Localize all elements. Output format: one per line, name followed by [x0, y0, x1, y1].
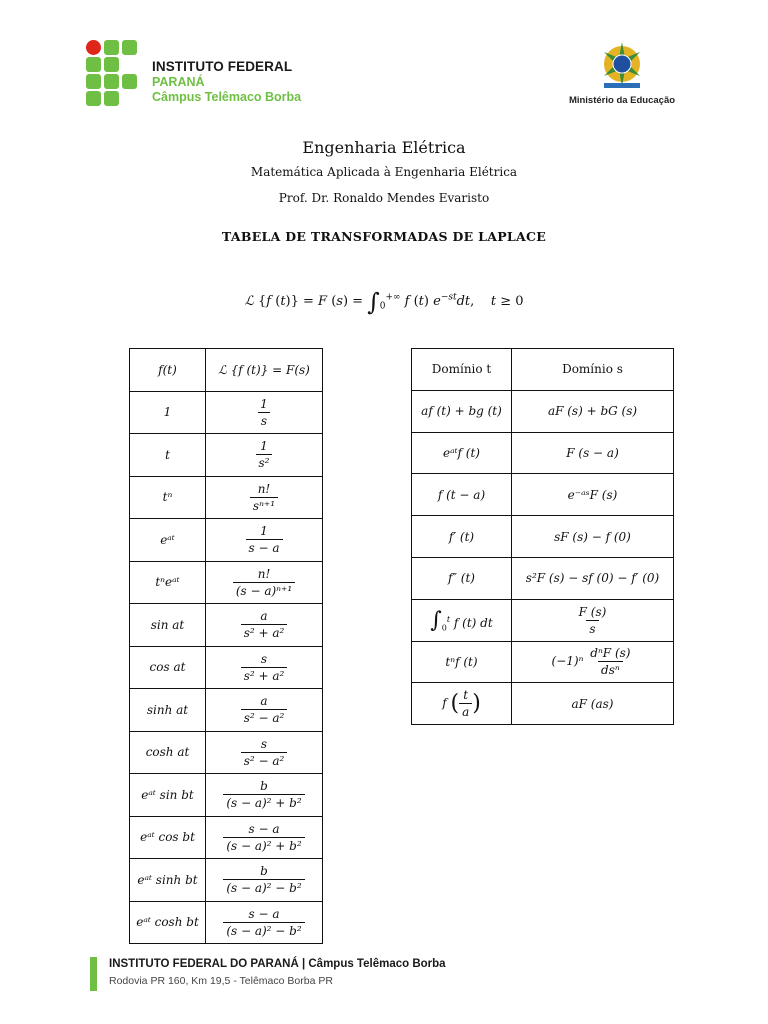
- laplace-transform: [206, 604, 323, 647]
- time-domain-expr: eᵃᵗf (t): [412, 432, 512, 474]
- table-row: [130, 731, 323, 774]
- time-function: tⁿeᵃᵗ: [130, 561, 206, 604]
- footer-accent-bar: [90, 957, 97, 991]
- institute-logo: [86, 40, 138, 104]
- table-row: [130, 901, 323, 944]
- table-row: [412, 474, 674, 516]
- fraction-numerator: 1: [260, 439, 268, 454]
- ministry-label: Ministério da Educação: [568, 95, 676, 106]
- fraction-numerator: dⁿF (s): [590, 646, 631, 661]
- table-row: [412, 641, 674, 683]
- fraction-numerator: s: [260, 736, 268, 751]
- course-title: Engenharia Elétrica: [302, 138, 466, 157]
- fraction-denominator: s − a: [246, 539, 283, 555]
- time-domain-expr: f′ (t): [412, 516, 512, 558]
- fraction-numerator: s − a: [248, 821, 280, 836]
- time-domain-expr: f″ (t): [412, 557, 512, 599]
- scale-f: f: [442, 696, 447, 711]
- laplace-transform: [206, 859, 323, 902]
- fraction-numerator: a: [260, 694, 268, 709]
- laplace-transform: [206, 476, 323, 519]
- time-function: tⁿ: [130, 476, 206, 519]
- logo-square: [122, 74, 137, 89]
- power-sign: (−1)ⁿ: [551, 654, 584, 669]
- scale-cell: f ( $\frac{t}{a}$ ): [412, 683, 512, 725]
- time-domain-expr: af (t) + bg (t): [412, 390, 512, 432]
- fraction-numerator: s: [260, 651, 268, 666]
- laplace-transform: [206, 731, 323, 774]
- fraction-denominator: s²: [256, 454, 273, 470]
- institute-line1: INSTITUTO FEDERAL: [152, 59, 293, 74]
- logo-square: [104, 91, 119, 106]
- logo-square: [104, 40, 119, 55]
- table-row: [130, 689, 323, 732]
- fraction-numerator: a: [260, 609, 268, 624]
- time-function: cosh at: [130, 731, 206, 774]
- laplace-properties-table: [411, 348, 674, 725]
- fraction-denominator: s² − a²: [241, 709, 288, 725]
- table-header-row: [130, 349, 323, 392]
- table-row: [130, 604, 323, 647]
- subject-title: Matemática Aplicada à Engenharia Elétrica: [250, 165, 518, 179]
- table-row: [130, 519, 323, 562]
- logo-red-dot: [86, 40, 101, 55]
- table-row: [412, 599, 674, 641]
- laplace-transform: [206, 391, 323, 434]
- s-domain-expr: sF (s) − f (0): [512, 516, 674, 558]
- fraction-numerator: t: [463, 688, 469, 703]
- time-function: eᵃᵗ: [130, 519, 206, 562]
- s-domain-expr: F (s − a): [512, 432, 674, 474]
- time-function: sinh at: [130, 689, 206, 732]
- header-domain-s: Domínio s: [512, 349, 674, 391]
- laplace-transform: [206, 561, 323, 604]
- time-function: eᵃᵗ sin bt: [130, 774, 206, 817]
- logo-square: [104, 74, 119, 89]
- s-domain-expr: s²F (s) − sf (0) − f′ (0): [512, 557, 674, 599]
- laplace-definition-formula: ℒ {f (t)} = F $(s) = \int_0^{+\infty}$ f (t) $e^{-st}dt$, t ≥ 0: [244, 288, 524, 316]
- table-header-row: [412, 349, 674, 391]
- fraction-denominator: s² − a²: [241, 752, 288, 768]
- laplace-pairs-table: [129, 348, 323, 944]
- fraction-denominator: s: [586, 620, 598, 636]
- power-cell: tⁿf (t): [412, 641, 512, 683]
- logo-square: [86, 57, 101, 72]
- s-domain-expr: aF (s) + bG (s): [512, 390, 674, 432]
- footer-institute: INSTITUTO FEDERAL DO PARANÁ | Câmpus Telêmaco Borba: [109, 958, 446, 970]
- time-function: cos at: [130, 646, 206, 689]
- time-function: t: [130, 434, 206, 477]
- table-title: TABELA DE TRANSFORMADAS DE LAPLACE: [221, 229, 547, 244]
- table-row: [130, 816, 323, 859]
- institute-line2: PARANÁ: [152, 75, 205, 89]
- time-function: 1: [130, 391, 206, 434]
- fraction-numerator: b: [260, 779, 268, 794]
- fraction-denominator: (s − a)ⁿ⁺¹: [233, 582, 295, 598]
- fraction-numerator: n!: [257, 566, 271, 581]
- logo-square: [122, 40, 137, 55]
- table-row: [412, 390, 674, 432]
- coat-of-arms-icon: [594, 40, 650, 92]
- laplace-transform: [206, 434, 323, 477]
- integral-cell: $\int_0^t$ f (t) dt: [412, 599, 512, 641]
- fraction-denominator: s² + a²: [241, 624, 288, 640]
- fraction-denominator: dsⁿ: [598, 661, 623, 677]
- logo-square: [86, 74, 101, 89]
- professor-name: Prof. Dr. Ronaldo Mendes Evaristo: [278, 191, 490, 205]
- integral-body: f (t) dt: [453, 615, 493, 630]
- fraction-numerator: n!: [257, 481, 271, 496]
- fraction-denominator: (s − a)² + b²: [223, 837, 304, 853]
- fraction-denominator: a: [459, 703, 472, 719]
- institute-name: [152, 59, 301, 105]
- table-row: [412, 432, 674, 474]
- header-ft: f(t): [130, 349, 206, 392]
- scale-transform: aF (as): [512, 683, 674, 725]
- time-function: eᵃᵗ cosh bt: [130, 901, 206, 944]
- laplace-transform: [206, 774, 323, 817]
- s-domain-expr: e⁻ᵃˢF (s): [512, 474, 674, 516]
- table-row: [130, 859, 323, 902]
- table-row: [130, 476, 323, 519]
- table-row: [130, 434, 323, 477]
- integral-lower: 0: [441, 623, 447, 633]
- fraction-denominator: (s − a)² + b²: [223, 794, 304, 810]
- laplace-transform: [206, 519, 323, 562]
- time-domain-expr: f (t − a): [412, 474, 512, 516]
- header-Fs: ℒ {f (t)} = F(s): [206, 349, 323, 392]
- header-domain-t: Domínio t: [412, 349, 512, 391]
- fraction-numerator: 1: [260, 524, 268, 539]
- logo-square: [86, 91, 101, 106]
- fraction-numerator: F (s): [578, 604, 607, 619]
- laplace-transform: [206, 689, 323, 732]
- time-function: sin at: [130, 604, 206, 647]
- fraction-numerator: 1: [260, 396, 268, 411]
- laplace-transform: [206, 901, 323, 944]
- fraction-denominator: (s − a)² − b²: [223, 922, 304, 938]
- power-transform: [512, 641, 674, 683]
- footer-address: Rodovia PR 160, Km 19,5 - Telêmaco Borba PR: [109, 975, 333, 987]
- time-function: eᵃᵗ cos bt: [130, 816, 206, 859]
- fraction-numerator: s − a: [248, 906, 280, 921]
- table-row: [412, 683, 674, 725]
- laplace-transform: [206, 646, 323, 689]
- table-row: [412, 516, 674, 558]
- laplace-transform: [206, 816, 323, 859]
- table-row: [130, 391, 323, 434]
- table-row: [130, 774, 323, 817]
- table-row: [412, 557, 674, 599]
- integral-upper: t: [446, 614, 451, 624]
- institute-line3: Câmpus Telêmaco Borba: [152, 90, 302, 104]
- table-row: [130, 561, 323, 604]
- fraction-denominator: sⁿ⁺¹: [250, 497, 278, 513]
- integral-transform: [512, 599, 674, 641]
- fraction-denominator: s² + a²: [241, 667, 288, 683]
- fraction-numerator: b: [260, 864, 268, 879]
- fraction-denominator: (s − a)² − b²: [223, 879, 304, 895]
- table-row: [130, 646, 323, 689]
- logo-square: [104, 57, 119, 72]
- fraction-denominator: s: [258, 412, 270, 428]
- time-function: eᵃᵗ sinh bt: [130, 859, 206, 902]
